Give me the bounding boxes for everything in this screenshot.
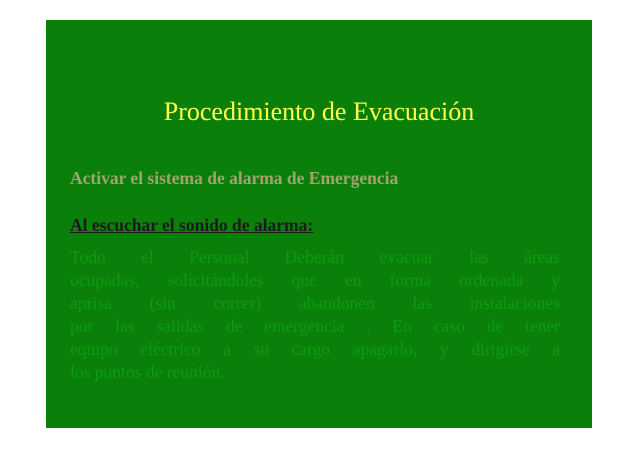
body-line: aprisa (sin correr) abandonen las instalaciones bbox=[70, 293, 560, 313]
slide-title: Procedimiento de Evacuación bbox=[163, 97, 475, 126]
body-line: por las salidas de emergencia . En caso de tener bbox=[70, 316, 560, 336]
slide-subtitle: Activar el sistema de alarma de Emergencia bbox=[70, 168, 399, 188]
body-line: ocupadas, solicitándoles que en forma ordenada y bbox=[70, 270, 560, 290]
body-line: Todo el Personal Deberán evacuar las áreas bbox=[70, 247, 560, 267]
slide bbox=[46, 20, 592, 428]
body-line: los puntos de reunión. bbox=[70, 362, 225, 382]
body-paragraph bbox=[70, 246, 560, 384]
section-heading: Al escuchar el sonido de alarma: bbox=[70, 215, 314, 235]
body-line: equipo eléctrico a su cargo apagarlo, y dirigirse a bbox=[70, 339, 560, 359]
